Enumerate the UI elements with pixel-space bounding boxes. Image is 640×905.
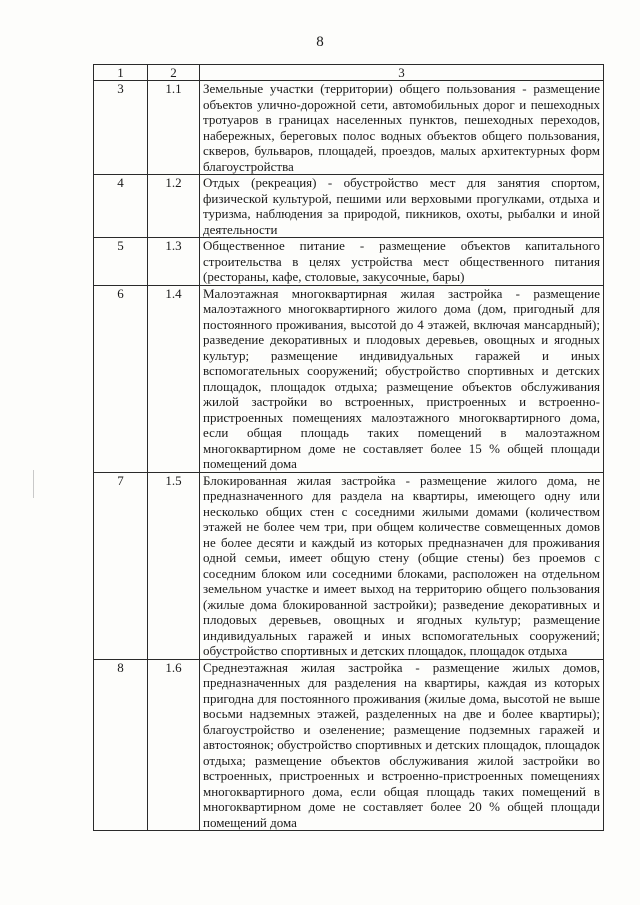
header-col-3: 3 [200,65,604,81]
table-row [94,659,604,831]
row-description: Среднеэтажная жилая застройка - размещение жилых домов, предназначенных для разделения на квартиры, каждая из которых пригодна для постоянного проживания (жилые дома, высотой не выше восьми надземных этажей, разделенных на две и более квартиры); благоустройство и озеленение; размещение подземных гаражей и автостоянок; обустройство спортивных и детских площадок, площадок отдыха; размещение объектов обслуживания жилой застройки во встроенных, пристроенных и встроенно-пристроенных помещениях многоквартирного дома, если общая площадь таких помещений в многоквартирном доме не составляет более 20 % общей площади помещений дома [200,659,604,831]
table-header-row [94,65,604,81]
row-code: 1.4 [148,285,200,472]
table-row [94,285,604,472]
row-description: Отдых (рекреация) - обустройство мест для занятия спортом, физической культурой, пешими или верховыми прогулками, отдыха и туризма, наблюдения за природой, пикников, охоты, рыбалки и иной деятельности [200,175,604,238]
row-number: 6 [94,285,148,472]
table-row [94,472,604,659]
row-code: 1.1 [148,81,200,175]
header-col-2: 2 [148,65,200,81]
page-number: 8 [316,34,324,50]
header-col-1: 1 [94,65,148,81]
row-code: 1.3 [148,238,200,286]
row-code: 1.2 [148,175,200,238]
row-description: Малоэтажная многоквартирная жилая застройка - размещение малоэтажного многоквартирного жилого дома (дом, пригодный для постоянного проживания, высотой до 4 этажей, включая мансардный); разведение декоративных и плодовых деревьев, овощных и ягодных культур; размещение индивидуальных гаражей и иных вспомогательных сооружений; обустройство спортивных и детских площадок, площадок отдыха; размещение объектов обслуживания жилой застройки во встроенных, пристроенных и встроенно-пристроенных помещениях малоэтажного многоквартирного дома, если общая площадь таких помещений в малоэтажном многоквартирном доме не составляет более 15 % общей площади помещений дома [200,285,604,472]
scan-mark [33,470,34,498]
row-number: 7 [94,472,148,659]
row-description: Общественное питание - размещение объектов капитального строительства в целях устройства мест общественного питания (рестораны, кафе, столовые, закусочные, бары) [200,238,604,286]
row-code: 1.6 [148,659,200,831]
row-description: Блокированная жилая застройка - размещение жилого дома, не предназначенного для раздела на квартиры, имеющего одну или несколько общих стен с соседними жилыми домами (количеством этажей не более чем три, при общем количестве совмещенных домов не более десяти и каждый из которых предназначен для проживания одной семьи, имеет общую стену (общие стены) без проемов с соседним блоком или соседними блоками, расположен на отдельном земельном участке и имеет выход на территорию общего пользования (жилые дома блокированной застройки); разведение декоративных и плодовых деревьев, овощных и ягодных культур; размещение индивидуальных гаражей и иных вспомогательных сооружений; обустройство спортивных и детских площадок, площадок отдыха [200,472,604,659]
table-row [94,175,604,238]
table-row [94,81,604,175]
row-number: 8 [94,659,148,831]
row-number: 3 [94,81,148,175]
land-use-table [93,64,604,831]
table-row [94,238,604,286]
row-code: 1.5 [148,472,200,659]
row-number: 4 [94,175,148,238]
row-description: Земельные участки (территории) общего пользования - размещение объектов улично-дорожной сети, автомобильных дорог и пешеходных тротуаров в границах населенных пунктов, пешеходных переходов, набережных, береговых полос водных объектов общего пользования, скверов, бульваров, площадей, проездов, малых архитектурных форм благоустройства [200,81,604,175]
row-number: 5 [94,238,148,286]
